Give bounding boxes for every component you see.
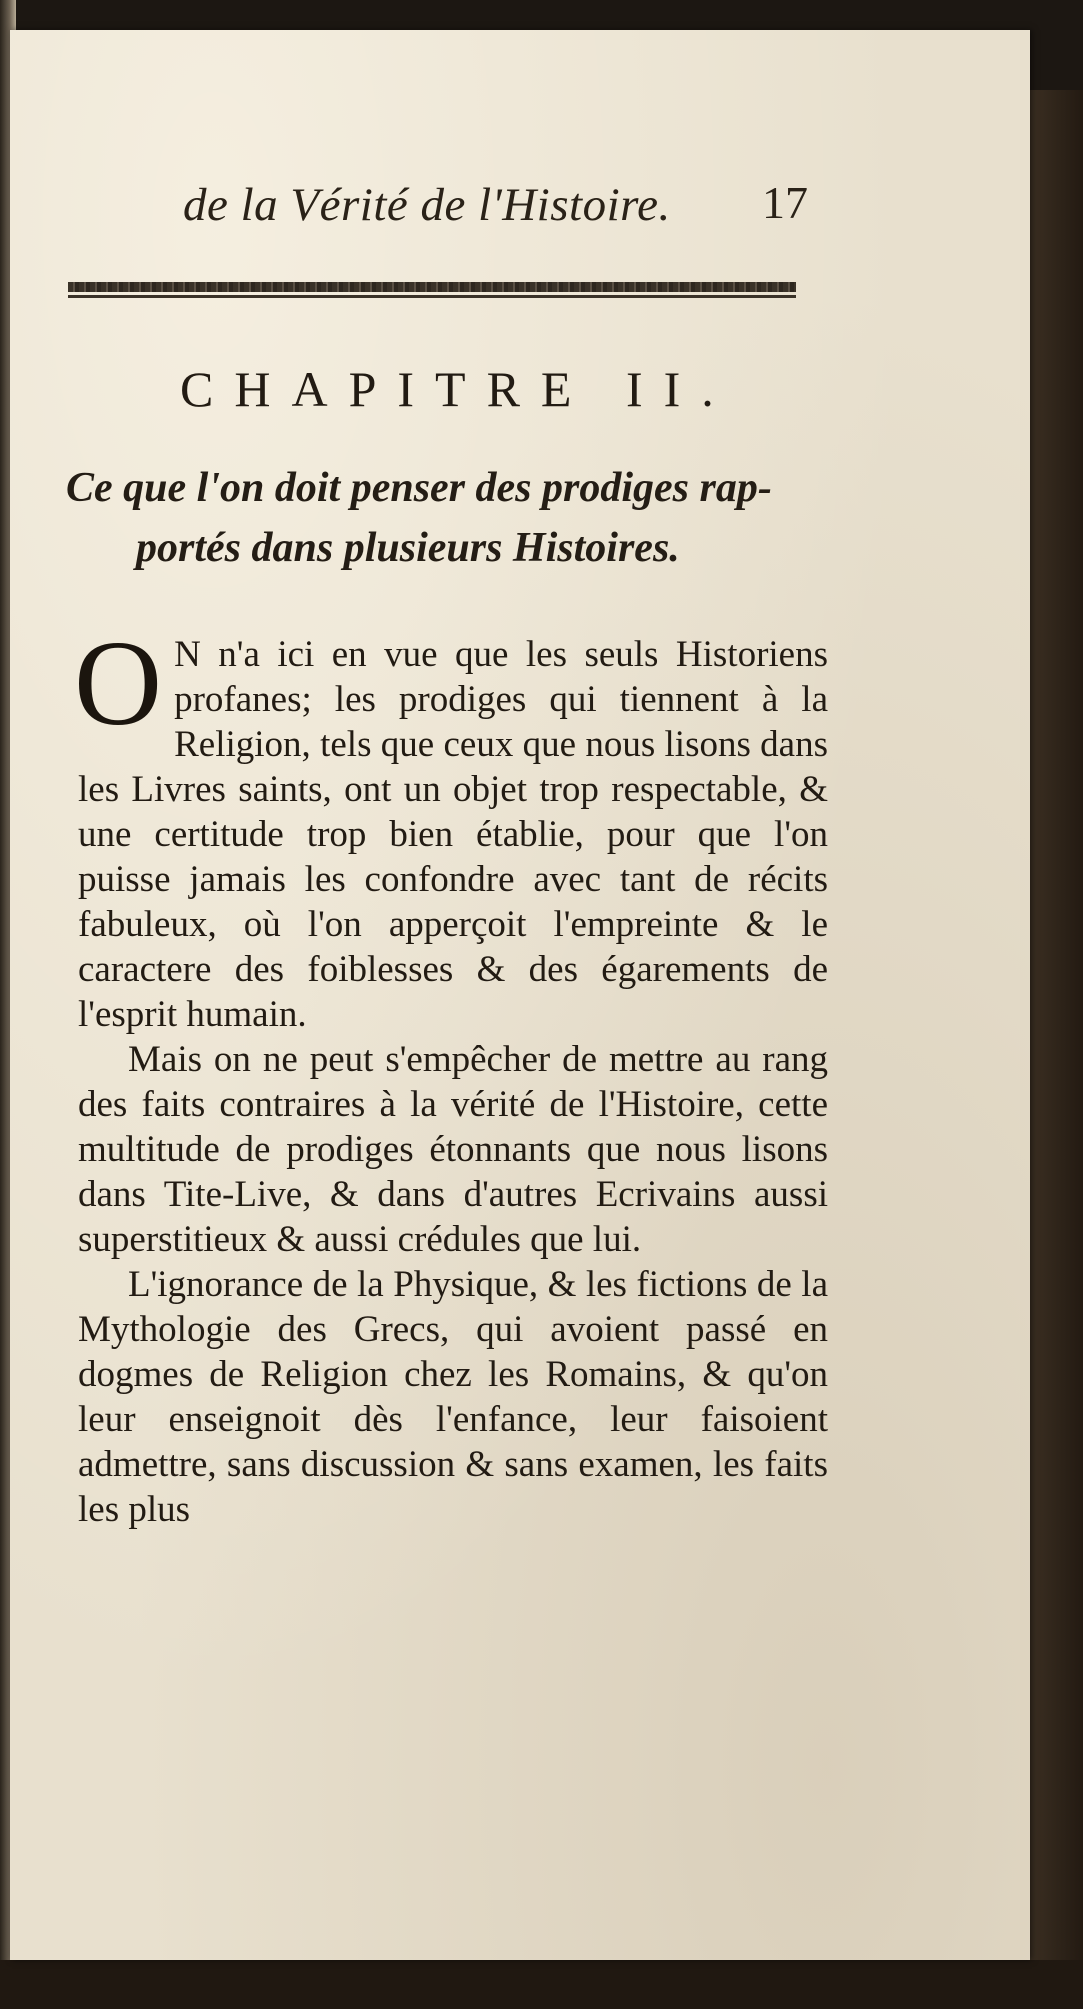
- subtitle-line-1: Ce que l'on doit penser des prodiges rap-: [66, 465, 772, 511]
- book-edge-right: [1030, 90, 1083, 2009]
- rule-thick-line: [68, 282, 796, 292]
- running-head: de la Vérité de l'Histoire.: [183, 179, 671, 231]
- body-text: [74, 616, 828, 1532]
- drop-cap: O: [74, 616, 163, 751]
- paragraph-2: Mais on ne peut s'empêcher de mettre au rang des faits contraires à la vérité de l'Histoire, cette multitude de prodiges étonnants que nous lisons dans Tite-Live, & dans d'autres Ecrivains aussi superstitieux & aussi crédules que lui.: [78, 1039, 828, 1260]
- chapter-subtitle: [66, 458, 806, 578]
- rule-thin-line: [68, 295, 796, 298]
- book-edge-bottom: [0, 1960, 1083, 2009]
- subtitle-line-2: portés dans plusieurs Histoires.: [136, 525, 680, 571]
- chapter-title: CHAPITRE II.: [180, 361, 735, 417]
- paragraph-1: [74, 616, 828, 1037]
- paragraph-1-text: N n'a ici en vue que les seuls Historiens profanes; les prodiges qui tiennent à la Religion, tels que ceux que nous lisons dans les Livres saints, ont un objet trop respectable, & une certitude trop bien établie, pour que l'on puisse jamais les confondre avec tant de récits fabuleux, où l'on apperçoit l'empreinte & le caractere des foiblesses & des égarements de l'esprit humain.: [78, 634, 828, 1035]
- ornamental-rule: [68, 282, 796, 300]
- page-number: 17: [762, 177, 808, 228]
- paragraph-3: L'ignorance de la Physique, & les fictions de la Mythologie des Grecs, qui avoient passé en dogmes de Religion chez les Romains, & qu'on leur enseignoit dès l'enfance, leur faisoient admettre, sans discussion & sans examen, les faits les plus: [78, 1264, 828, 1530]
